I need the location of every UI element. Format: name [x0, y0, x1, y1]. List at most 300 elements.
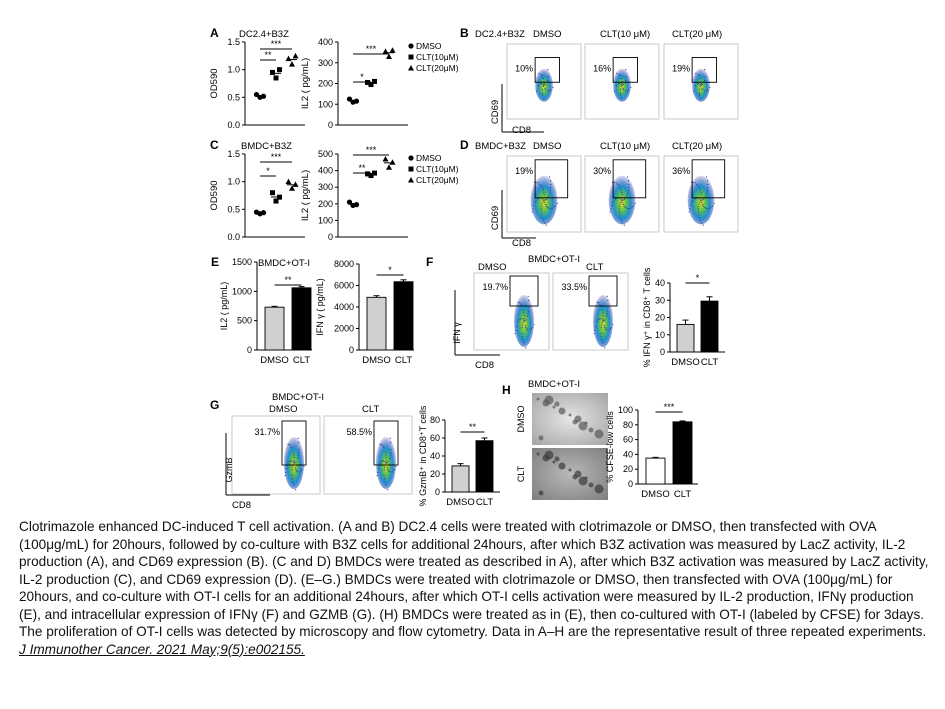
flow-plot-B-event — [698, 74, 699, 75]
flow-plot-D-event — [699, 203, 700, 204]
microscopy-cluster — [537, 398, 540, 401]
flow-plot-D-event — [550, 180, 551, 181]
flow-plot-G-event — [285, 475, 286, 476]
flow-plot-F-event — [607, 310, 608, 311]
flow-header-D: CLT(10 μM) — [600, 141, 651, 152]
chart-E-il2-y-tick-label: 1500 — [231, 257, 252, 267]
flow-plot-F-event — [609, 329, 610, 330]
citation-link[interactable]: J Immunother Cancer. 2021 May;9(5):e002155. — [19, 641, 305, 657]
flow-plot-F-event — [523, 310, 524, 311]
flow-plot-F-event — [527, 329, 528, 330]
flow-plot-F-event — [523, 322, 524, 323]
flow-plot-D-event — [698, 185, 699, 186]
point-A-1 — [293, 53, 299, 59]
sig-C-1a: * — [266, 166, 270, 176]
panel-title-E: BMDC+OT-I — [258, 258, 310, 269]
flow-plot-B-event — [620, 95, 621, 96]
point-A-1 — [289, 61, 295, 66]
flow-ylabel-D: CD69 — [490, 205, 501, 231]
flow-plot-D-event — [628, 180, 629, 181]
flow-plot-F-event — [601, 324, 602, 325]
microscopy-cluster — [539, 491, 544, 496]
panel-title-C: BMDC+B3Z — [241, 141, 292, 152]
microscopy-cluster — [555, 402, 560, 407]
flow-plot-F-event — [528, 310, 529, 311]
flow-plot-D-event — [538, 182, 539, 183]
flow-plot-B-event — [707, 89, 708, 90]
flow-header-B: CLT(20 μM) — [672, 29, 723, 40]
flow-plot-D-event — [702, 204, 703, 205]
flow-plot-D-event — [704, 207, 705, 208]
flow-plot-D-event — [630, 208, 631, 209]
flow-plot-G-event — [285, 472, 286, 473]
flow-plot-G-event — [302, 469, 303, 470]
flow-plot-B-event — [698, 83, 699, 84]
flow-plot-G-event — [289, 444, 290, 445]
flow-plot-B-event — [622, 83, 623, 84]
sig-A-1a: ** — [264, 50, 272, 60]
flow-plot-B-event — [700, 78, 701, 79]
flow-plot-D-event — [541, 214, 542, 215]
flow-plot-D-event — [544, 194, 545, 195]
flow-plot-F-event — [533, 324, 534, 325]
chart-F-bar-x-tick-label: DMSO — [671, 357, 700, 368]
chart-H-bar-bar — [646, 458, 665, 484]
legend-marker-A — [409, 55, 414, 60]
panel-title-F: BMDC+OT-I — [528, 254, 580, 265]
flow-plot-B-event — [543, 78, 544, 79]
flow-plot-G-event — [293, 484, 294, 485]
point-C-2 — [386, 164, 392, 170]
panel-letter-E: E — [211, 255, 220, 269]
flow-plot-D-event — [544, 222, 545, 223]
chart-F-bar-y-tick-label: 20 — [654, 312, 665, 323]
chart-H-bar-y-tick-label: 20 — [622, 464, 633, 475]
flow-plot-G-event — [393, 470, 394, 471]
flow-plot-B-event — [543, 85, 544, 86]
flow-plot-G-event — [379, 463, 380, 464]
flow-plot-G-event — [300, 471, 301, 472]
flow-plot-F-event — [600, 333, 601, 334]
microscopy-cluster — [569, 469, 572, 472]
flow-plot-G-event — [385, 462, 386, 463]
flow-plot-D-event — [619, 185, 620, 186]
flow-plot-G-event — [298, 455, 299, 456]
flow-plot-D-event — [622, 194, 623, 195]
flow-plot-D-event — [620, 201, 621, 202]
flow-ylabel-B: CD69 — [490, 99, 501, 125]
flow-plot-F-event — [524, 325, 525, 326]
flow-plot-G-event — [296, 470, 297, 471]
flow-plot-B-event — [699, 93, 700, 94]
flow-plot-D-event — [707, 184, 708, 185]
flow-plot-F — [474, 273, 549, 350]
flow-plot-D-event — [614, 182, 615, 183]
flow-plot-D-event — [542, 217, 543, 218]
flow-plot-D-event — [700, 220, 701, 221]
flow-plot-F-percent: 33.5% — [561, 282, 587, 292]
flow-plot-B-event — [701, 83, 702, 84]
flow-plot-G-event — [384, 469, 385, 470]
flow-plot-G-event — [291, 460, 292, 461]
flow-plot-B-event — [538, 85, 539, 86]
flow-plot-F-event — [603, 325, 604, 326]
flow-plot-D-event — [702, 199, 703, 200]
flow-plot-B-event — [621, 78, 622, 79]
microscopy-cluster — [589, 483, 594, 488]
flow-plot-F-event — [598, 319, 599, 320]
flow-plot-F-event — [602, 312, 603, 313]
flow-plot-D-event — [619, 211, 620, 212]
panel-letter-D: D — [460, 138, 469, 152]
flow-plot-D-event — [707, 208, 708, 209]
flow-plot-B-event — [542, 93, 543, 94]
flow-plot-G-event — [383, 460, 384, 461]
flow-plot-D-event — [620, 198, 621, 199]
point-A-1 — [286, 56, 292, 62]
flow-plot-D-event — [621, 220, 622, 221]
flow-plot-F-event — [518, 319, 519, 320]
chart-A-2-y-tick-label: 200 — [317, 78, 333, 89]
flow-plot-G-event — [389, 471, 390, 472]
flow-plot-G-event — [390, 455, 391, 456]
flow-plot-B-event — [616, 85, 617, 86]
chart-F-bar-y-tick-label: 30 — [654, 295, 665, 306]
flow-plot-B-event — [544, 88, 545, 89]
flow-plot-D-event — [701, 194, 702, 195]
flow-header-B: CLT(10 μM) — [600, 29, 651, 40]
microscopy-cluster — [553, 461, 556, 464]
flow-plot-D-event — [706, 193, 707, 194]
chart-E-il2-bar — [265, 307, 284, 350]
chart-H-bar-x-tick-label: DMSO — [641, 489, 670, 500]
panel-letter-G: G — [210, 398, 220, 412]
flow-plot-F-event — [523, 312, 524, 313]
chart-E-il2-ylabel: IL2 ( pg/mL) — [219, 281, 229, 331]
chart-C-2-ylabel: IL2 ( pg/mL) — [300, 169, 311, 222]
flow-plot-G-event — [290, 446, 291, 447]
flow-plot-B-event — [622, 88, 623, 89]
flow-plot-D-event — [621, 192, 622, 193]
chart-C-1-ylabel: OD590 — [209, 180, 220, 211]
flow-plot-D-event — [627, 193, 628, 194]
flow-plot-D-event — [533, 205, 534, 206]
flow-plot-D-event — [543, 220, 544, 221]
flow-plot-F-event — [521, 333, 522, 334]
flow-plot-F-event — [516, 326, 517, 327]
flow-plot-F-event — [603, 315, 604, 316]
flow-plot-F-event — [597, 319, 598, 320]
chart-A-2-y-tick-label: 100 — [317, 99, 333, 110]
flow-plot-D-event — [610, 211, 611, 212]
flow-xlabel-F: CD8 — [475, 360, 495, 371]
flow-plot-G-event — [377, 475, 378, 476]
sig-A-1b: *** — [270, 39, 282, 49]
flow-plot-D-event — [532, 208, 533, 209]
flow-plot-G-event — [380, 444, 381, 445]
flow-plot-D-event — [628, 190, 629, 191]
microscopy-cluster — [595, 485, 604, 494]
microscopy-cluster — [555, 457, 560, 462]
flow-plot-F-event — [602, 320, 603, 321]
flow-plot-B-event — [699, 75, 700, 76]
microscopy-cluster — [585, 422, 588, 425]
flow-plot-G-event — [395, 466, 396, 467]
flow-plot-G-event — [380, 461, 381, 462]
chart-G-bar-y-tick-label: 40 — [429, 451, 440, 461]
flow-plot-B-event — [616, 73, 617, 74]
chart-H-bar-bar — [673, 422, 692, 484]
flow-plot-B-event — [630, 87, 631, 88]
panel-title-B: DC2.4+B3Z — [475, 29, 525, 40]
microscopy-cluster — [569, 414, 572, 417]
flow-plot-D-event — [706, 208, 707, 209]
chart-A-1-ylabel: OD590 — [209, 68, 220, 99]
flow-plot-D-event — [631, 206, 632, 207]
flow-plot-D-event — [547, 207, 548, 208]
panel-letter-B: B — [460, 26, 469, 40]
chart-E-il2-x-tick-label: CLT — [292, 355, 311, 366]
flow-plot-G-event — [295, 489, 296, 490]
chart-C-1-y-tick-label: 0.5 — [227, 204, 240, 215]
flow-plot-F-event — [602, 322, 603, 323]
flow-plot-B-event — [541, 83, 542, 84]
flow-plot-G-event — [295, 469, 296, 470]
flow-plot-G-event — [381, 461, 382, 462]
flow-plot-G — [324, 416, 412, 494]
flow-plot-D-event — [549, 193, 550, 194]
flow-plot-F-event — [602, 319, 603, 320]
flow-plot-D-event — [623, 199, 624, 200]
flow-plot-F-event — [606, 329, 607, 330]
chart-E-ifng-y-tick-label: 6000 — [333, 280, 354, 291]
chart-H-bar-ylabel: % CFSE-low cells — [605, 411, 615, 483]
flow-plot-D-event — [546, 198, 547, 199]
flow-plot-B-event — [621, 86, 622, 87]
point-C-1 — [293, 181, 299, 187]
flow-plot-F-event — [524, 315, 525, 316]
flow-plot-D-event — [689, 208, 690, 209]
flow-plot-D-event — [627, 176, 628, 177]
panel-title-H: BMDC+OT-I — [528, 379, 580, 390]
flow-plot-F-event — [601, 336, 602, 337]
flow-plot-D-event — [628, 184, 629, 185]
microscopy-cluster — [559, 408, 566, 415]
flow-plot-B — [664, 44, 738, 119]
flow-plot-G-event — [288, 461, 289, 462]
microscopy-cluster — [575, 471, 582, 478]
flow-plot-G-event — [387, 461, 388, 462]
flow-plot-D-event — [545, 199, 546, 200]
flow-plot-F-event — [519, 319, 520, 320]
flow-plot-B-event — [700, 86, 701, 87]
flow-plot-B-event — [627, 90, 628, 91]
flow-plot-F-event — [524, 318, 525, 319]
flow-plot-B-event — [548, 76, 549, 77]
chart-C-2-y-tick-label: 100 — [317, 215, 333, 226]
flow-plot-D-event — [624, 198, 625, 199]
flow-plot-G-event — [293, 462, 294, 463]
flow-plot-F-event — [520, 304, 521, 305]
flow-plot-G-event — [385, 454, 386, 455]
flow-plot-G-event — [382, 446, 383, 447]
chart-G-bar-sig: ** — [468, 422, 477, 432]
flow-plot-B-event — [704, 90, 705, 91]
flow-plot-B-event — [702, 84, 703, 85]
flow-xlabel-D: CD8 — [512, 238, 532, 249]
flow-plot-F-event — [607, 300, 608, 301]
chart-H-bar-y-tick-label: 0 — [627, 479, 633, 489]
flow-plot-B-event — [623, 84, 624, 85]
flow-plot-G-event — [292, 466, 293, 467]
flow-plot-D-event — [624, 225, 625, 226]
figure-caption — [19, 518, 931, 658]
flow-plot-D-event — [542, 187, 543, 188]
flow-plot-F-event — [524, 320, 525, 321]
flow-plot-F-event — [522, 327, 523, 328]
flow-plot-D-event — [546, 206, 547, 207]
flow-plot-G-event — [385, 484, 386, 485]
chart-F-bar-sig: * — [695, 273, 700, 283]
chart-F-bar-y-tick-label: 0 — [659, 347, 665, 357]
flow-plot-G-event — [387, 469, 388, 470]
flow-plot-D-event — [691, 202, 692, 203]
flow-plot-D-event — [619, 214, 620, 215]
flow-plot-D-event — [542, 198, 543, 199]
flow-plot-B-event — [547, 80, 548, 81]
chart-G-bar-x-tick-label: CLT — [475, 497, 494, 508]
flow-plot-B-event — [542, 75, 543, 76]
flow-plot-D-event — [692, 200, 693, 201]
flow-plot-D-event — [557, 203, 558, 204]
flow-plot-G-event — [383, 475, 384, 476]
flow-plot-F-event — [611, 327, 612, 328]
flow-plot-D-event — [550, 208, 551, 209]
flow-plot-B-event — [699, 89, 700, 90]
flow-plot-F-event — [518, 302, 519, 303]
flow-plot-G-percent: 58.5% — [346, 427, 372, 437]
flow-plot-D-event — [625, 207, 626, 208]
chart-E-ifng-sig: * — [388, 265, 392, 275]
flow-plot-F-event — [596, 321, 597, 322]
flow-plot-B-event — [541, 74, 542, 75]
flow-plot-B-event — [547, 69, 548, 70]
flow-plot-G-event — [390, 452, 391, 453]
flow-plot-F-event — [523, 320, 524, 321]
flow-header-B: DMSO — [533, 29, 562, 40]
chart-F-bar-bar — [701, 301, 718, 352]
point-C-2 — [372, 171, 377, 176]
flow-plot-D-event — [628, 208, 629, 209]
flow-plot-D-event — [541, 185, 542, 186]
flow-plot-B-event — [700, 85, 701, 86]
flow-plot-D-event — [694, 198, 695, 199]
flow-plot-D-event — [705, 195, 706, 196]
flow-plot-D-event — [550, 187, 551, 188]
chart-F-bar-ylabel: % IFN γ⁺ in CD8⁺ T cells — [642, 267, 652, 368]
flow-plot-F-event — [528, 300, 529, 301]
chart-A-1-y-tick-label: 0.0 — [227, 120, 240, 130]
flow-plot-G-event — [293, 454, 294, 455]
flow-plot-G-event — [286, 468, 287, 469]
flow-plot-B-event — [620, 93, 621, 94]
flow-plot-D-event — [543, 192, 544, 193]
flow-plot-B-event — [547, 90, 548, 91]
flow-plot-G-event — [297, 471, 298, 472]
flow-header-D: CLT(20 μM) — [672, 141, 723, 152]
flow-plot-B-event — [700, 98, 701, 99]
chart-E-ifng-x-tick-label: CLT — [394, 355, 413, 366]
flow-plot-B-event — [709, 87, 710, 88]
flow-plot-D-event — [706, 176, 707, 177]
flow-plot-B-event — [706, 90, 707, 91]
flow-plot-D-event — [695, 182, 696, 183]
chart-H-bar-x-tick-label: CLT — [673, 489, 692, 500]
chart-H-bar-sig: *** — [663, 402, 675, 412]
flow-plot-B-event — [620, 89, 621, 90]
flow-plot-F-event — [594, 330, 595, 331]
microscopy-cluster — [545, 396, 554, 405]
legend-marker-A — [408, 65, 414, 71]
flow-plot-F-event — [528, 307, 529, 308]
flow-plot-B-event — [542, 95, 543, 96]
chart-H-bar-y-tick-label: 80 — [622, 419, 633, 430]
flow-plot-B-event — [621, 85, 622, 86]
flow-plot-D-event — [700, 199, 701, 200]
flow-plot-D-event — [628, 187, 629, 188]
chart-F-bar-bar — [677, 324, 694, 352]
legend-label-C: CLT(20μM) — [416, 175, 459, 185]
flow-plot-F-event — [606, 316, 607, 317]
flow-ylabel-F: IFN γ — [452, 322, 462, 344]
chart-E-ifng-x-tick-label: DMSO — [362, 355, 391, 366]
chart-E-ifng-bar — [367, 297, 386, 350]
flow-plot-F-event — [603, 318, 604, 319]
flow-plot-F-event — [604, 347, 605, 348]
flow-plot-G-event — [390, 442, 391, 443]
flow-plot-G-event — [385, 461, 386, 462]
flow-plot-G-event — [386, 467, 387, 468]
flow-plot-G-event — [384, 466, 385, 467]
panel-title-G: BMDC+OT-I — [272, 392, 324, 403]
caption-text: Clotrimazole enhanced DC-induced T cell activation. (A and B) DC2.4 cells were treated with clotrimazole or DMSO, then transfected with OVA (100μg/mL) for 20hours, followed by co-culture with B3Z cells for additional 24hours, after which B3Z activation was measured by LacZ activity, IL-2 production (A), and CD69 expression (B). (C and D) BMDCs were treated as described in A), after which B3Z activation was measured by LacZ activity, IL-2 production (C), and CD69 expression (D). (E–G.) BMDCs were treated with clotrimazole or DMSO, then transfected with OVA (100μg/mL) for 20hours, and co-culture with OT-I cells for an additional 24hours, after which OT-I cells activation were measured by IL-2 production, IFNγ production (E), and intracellular expression of IFNγ (F) and GZMB (G). (H) BMDCs were treated as in (E), then co-cultured with OT-I (labeled by CFSE) for 3days. The proliferation of OT-I cells was detected by microscopy and flow cytometry. Data in A–H are the representative result of three repeated experiments. — [19, 519, 929, 639]
flow-plot-G-event — [291, 475, 292, 476]
flow-plot-F-event — [523, 342, 524, 343]
panel-letter-F: F — [426, 255, 434, 269]
flow-plot-G-event — [386, 460, 387, 461]
flow-plot-D-event — [549, 176, 550, 177]
flow-plot-D-event — [707, 187, 708, 188]
flow-plot-D-event — [537, 198, 538, 199]
flow-plot-B-event — [552, 87, 553, 88]
flow-plot-F-event — [610, 328, 611, 329]
flow-plot-B-event — [544, 83, 545, 84]
flow-plot-D-event — [620, 217, 621, 218]
flow-plot-D-event — [698, 214, 699, 215]
flow-plot-D-event — [620, 187, 621, 188]
flow-plot-B-event — [693, 91, 694, 92]
flow-plot-F-event — [525, 347, 526, 348]
flow-plot-B-event — [542, 89, 543, 90]
microscopy-cluster — [575, 416, 582, 423]
flow-plot-G-event — [294, 460, 295, 461]
microscopy-cluster — [537, 453, 540, 456]
flow-plot-B-event — [619, 74, 620, 75]
flow-plot-D-event — [543, 199, 544, 200]
flow-plot-F-percent: 19.7% — [482, 282, 508, 292]
flow-plot-G-event — [287, 463, 288, 464]
chart-E-ifng-y-tick-label: 2000 — [333, 323, 354, 334]
